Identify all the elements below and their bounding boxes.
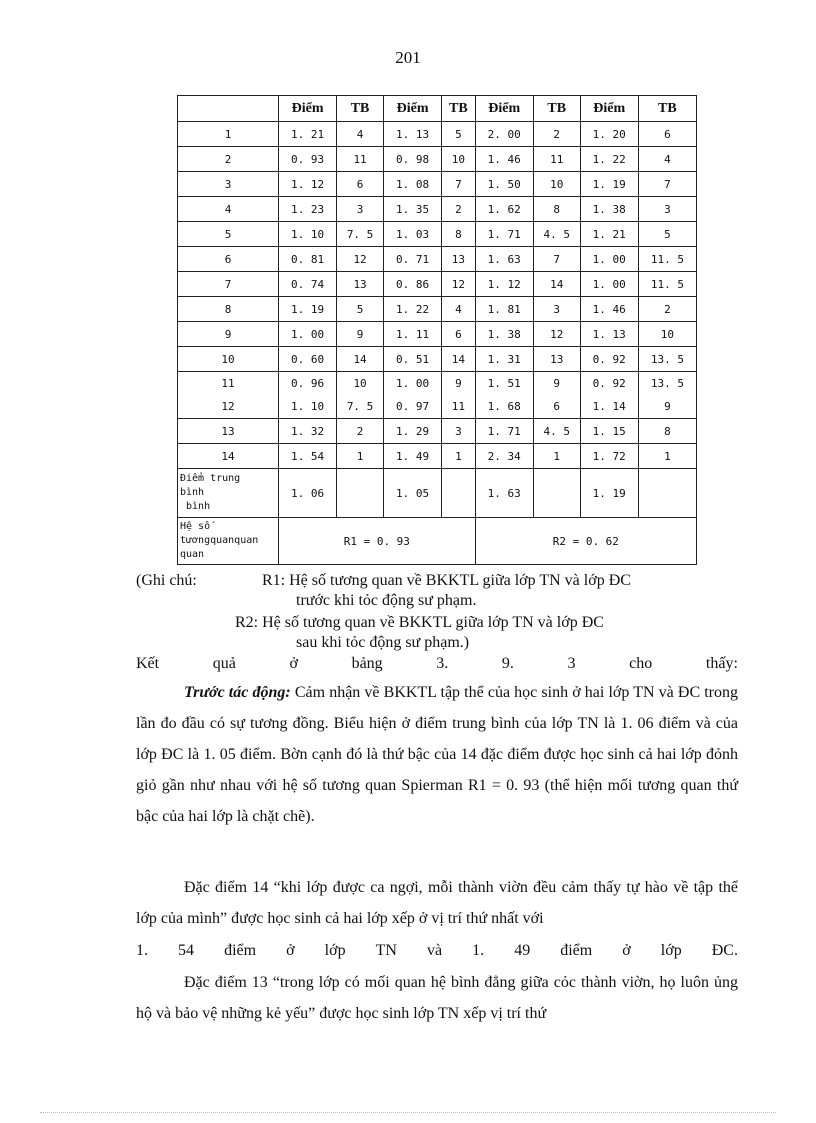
table-cell: 1. 19 bbox=[580, 172, 638, 197]
table-cell: 0. 97 bbox=[383, 395, 441, 419]
table-header: TB bbox=[442, 96, 476, 122]
average-label-line: Điểm trung bbox=[180, 473, 241, 484]
table-header: Điểm bbox=[383, 96, 441, 122]
table-cell: 7 bbox=[442, 172, 476, 197]
table-header: Điểm bbox=[580, 96, 638, 122]
average-cell bbox=[533, 469, 580, 518]
table-cell: 3 bbox=[442, 419, 476, 444]
table-cell: 1 bbox=[533, 444, 580, 469]
table-cell: 2 bbox=[638, 297, 696, 322]
table-header: TB bbox=[337, 96, 384, 122]
table-cell: 13. 5 bbox=[638, 347, 696, 372]
table-cell: 1. 29 bbox=[383, 419, 441, 444]
table-cell: 1. 31 bbox=[475, 347, 533, 372]
table-cell: 1 bbox=[337, 444, 384, 469]
coefficient-label bbox=[178, 518, 279, 565]
word: 49 bbox=[514, 942, 531, 959]
table-cell: 12 bbox=[442, 272, 476, 297]
table-cell: 2 bbox=[442, 197, 476, 222]
word: ở bbox=[622, 942, 631, 959]
table-cell: 6 bbox=[533, 395, 580, 419]
table-cell: 1. 71 bbox=[475, 222, 533, 247]
row-index-cell: 2 bbox=[178, 147, 279, 172]
table-cell: 5 bbox=[442, 122, 476, 147]
table-row bbox=[178, 297, 697, 322]
average-label-line: bình bbox=[180, 487, 205, 498]
paragraph-text: Đặc điểm 13 “trong lớp có mối quan hệ bình đẳng giữa cỏc thành viờn, họ luôn ủng hộ và bảo vệ những kẻ yếu” được học sinh lớp TN xếp vị trí thứ bbox=[136, 974, 738, 1022]
table-cell: 2. 34 bbox=[475, 444, 533, 469]
word: 1. bbox=[472, 942, 485, 959]
average-row bbox=[178, 469, 697, 518]
paragraph-feature-14-last-line bbox=[136, 942, 738, 960]
paragraph-feature-13 bbox=[136, 967, 738, 1029]
note-label: (Ghi chú: bbox=[136, 572, 197, 589]
table-cell: 11 bbox=[337, 147, 384, 172]
paragraph-text: Cảm nhận về BKKTL tập thể của học sinh ở hai lớp TN và ĐC trong lần đo đầu có sự tương đồng. Biểu hiện ở điểm trung bình của lớp TN là 1. 06 điểm và của lớp ĐC là 1. 05 điểm. Bờn cạnh đó là thứ bậc của 14 đặc điểm được học sinh cả hai lớp đỏnh giỏ gần như nhau với hệ số tương quan Spierman R1 = 0. 93 (thể hiện mối tương quan thứ bậc của hai lớp là chặt chẽ). bbox=[136, 684, 739, 825]
table-header: TB bbox=[533, 96, 580, 122]
table-cell: 1. 19 bbox=[279, 297, 337, 322]
note-r1-line1: R1: Hệ số tương quan về BKKTL giữa lớp TN và lớp ĐC bbox=[262, 572, 631, 589]
table-cell: 1. 10 bbox=[279, 222, 337, 247]
table-cell: 10 bbox=[638, 322, 696, 347]
row-index-cell: 9 bbox=[178, 322, 279, 347]
table-cell: 13. 5 bbox=[638, 372, 696, 396]
table-cell: 11 bbox=[442, 395, 476, 419]
coefficient-label-line: Hệ số bbox=[180, 521, 211, 532]
row-index-cell: 10 bbox=[178, 347, 279, 372]
table-row bbox=[178, 347, 697, 372]
table-cell: 1. 00 bbox=[580, 247, 638, 272]
table-cell: 1 bbox=[442, 444, 476, 469]
table-cell: 3 bbox=[337, 197, 384, 222]
table-row bbox=[178, 322, 697, 347]
average-label bbox=[178, 469, 279, 518]
note-r1-line2: trước khi tỏc động sư phạm. bbox=[296, 592, 477, 609]
table-cell: 1. 46 bbox=[580, 297, 638, 322]
table-cell: 6 bbox=[337, 172, 384, 197]
word: 9. bbox=[501, 655, 514, 672]
row-index-cell: 12 bbox=[178, 395, 279, 419]
table-header: Điểm bbox=[475, 96, 533, 122]
table-cell: 4 bbox=[337, 122, 384, 147]
coefficient-label-line: quan bbox=[180, 549, 205, 560]
table-cell: 8 bbox=[442, 222, 476, 247]
table-cell: 13 bbox=[442, 247, 476, 272]
word: quả bbox=[212, 655, 236, 672]
table-cell: 1. 00 bbox=[580, 272, 638, 297]
table-cell: 6 bbox=[638, 122, 696, 147]
table-row bbox=[178, 222, 697, 247]
word: 1. bbox=[136, 942, 148, 959]
table-cell: 9 bbox=[337, 322, 384, 347]
footer-divider bbox=[40, 1112, 776, 1113]
table-cell: 4. 5 bbox=[533, 419, 580, 444]
table-cell: 1. 22 bbox=[383, 297, 441, 322]
average-cell: 1. 63 bbox=[475, 469, 533, 518]
table-cell: 2 bbox=[337, 419, 384, 444]
table-cell: 0. 71 bbox=[383, 247, 441, 272]
table-cell: 0. 74 bbox=[279, 272, 337, 297]
table-cell: 6 bbox=[442, 322, 476, 347]
table-cell: 1. 08 bbox=[383, 172, 441, 197]
table-cell: 1. 21 bbox=[580, 222, 638, 247]
note-r2-line1: R2: Hệ số tương quan về BKKTL giữa lớp TN và lớp ĐC bbox=[235, 614, 604, 631]
word: ở bbox=[289, 655, 298, 672]
table-cell: 1. 20 bbox=[580, 122, 638, 147]
row-index-cell: 13 bbox=[178, 419, 279, 444]
word: điểm bbox=[224, 942, 257, 959]
table-cell: 7 bbox=[533, 247, 580, 272]
table-cell: 1. 35 bbox=[383, 197, 441, 222]
table-cell: 1. 50 bbox=[475, 172, 533, 197]
table-cell: 1. 22 bbox=[580, 147, 638, 172]
table-cell: 7. 5 bbox=[337, 222, 384, 247]
row-index-cell: 7 bbox=[178, 272, 279, 297]
table-cell: 0. 51 bbox=[383, 347, 441, 372]
table-cell: 10 bbox=[337, 372, 384, 396]
table-cell: 11. 5 bbox=[638, 247, 696, 272]
table-cell: 10 bbox=[442, 147, 476, 172]
table-cell: 13 bbox=[533, 347, 580, 372]
row-index-cell: 6 bbox=[178, 247, 279, 272]
average-cell bbox=[442, 469, 476, 518]
table-cell: 14 bbox=[533, 272, 580, 297]
word: 3. bbox=[436, 655, 449, 672]
table-cell: 1. 71 bbox=[475, 419, 533, 444]
table-cell: 1. 81 bbox=[475, 297, 533, 322]
table-row bbox=[178, 247, 697, 272]
paragraph-text: Đặc điểm 14 “khi lớp được ca ngợi, mỗi thành viờn đều cảm thấy tự hào về tập thể lớp của mình” được học sinh cả hai lớp xếp ở vị trí thứ nhất với bbox=[136, 879, 738, 927]
table-cell: 0. 92 bbox=[580, 347, 638, 372]
table-cell: 7 bbox=[638, 172, 696, 197]
table-cell: 1. 72 bbox=[580, 444, 638, 469]
coefficient-row bbox=[178, 518, 697, 565]
average-cell bbox=[638, 469, 696, 518]
table-cell: 12 bbox=[337, 247, 384, 272]
table-cell: 14 bbox=[337, 347, 384, 372]
table-cell: 11 bbox=[533, 147, 580, 172]
note-r2-line2: sau khi tỏc động sư phạm.) bbox=[296, 634, 470, 651]
table-row bbox=[178, 395, 697, 419]
table-row bbox=[178, 372, 697, 396]
table-cell: 5 bbox=[337, 297, 384, 322]
word: lớp bbox=[324, 942, 346, 959]
table-cell: 1. 14 bbox=[580, 395, 638, 419]
table-cell: 2. 00 bbox=[475, 122, 533, 147]
table-cell: 1. 23 bbox=[279, 197, 337, 222]
table-cell: 2 bbox=[533, 122, 580, 147]
table-cell: 14 bbox=[442, 347, 476, 372]
table-cell: 1 bbox=[638, 444, 696, 469]
table-cell: 1. 68 bbox=[475, 395, 533, 419]
average-cell bbox=[337, 469, 384, 518]
word: Kết bbox=[136, 655, 160, 672]
average-cell: 1. 06 bbox=[279, 469, 337, 518]
row-index-cell: 4 bbox=[178, 197, 279, 222]
row-index-cell: 1 bbox=[178, 122, 279, 147]
table-cell: 1. 38 bbox=[475, 322, 533, 347]
row-index-cell: 11 bbox=[178, 372, 279, 396]
table-cell: 1. 54 bbox=[279, 444, 337, 469]
table-cell: 3 bbox=[638, 197, 696, 222]
row-index-cell: 5 bbox=[178, 222, 279, 247]
table-cell: 0. 93 bbox=[279, 147, 337, 172]
table-row bbox=[178, 197, 697, 222]
table-header bbox=[178, 96, 279, 122]
table-cell: 1. 21 bbox=[279, 122, 337, 147]
table-row bbox=[178, 122, 697, 147]
word: bảng bbox=[351, 655, 383, 672]
table-cell: 8 bbox=[533, 197, 580, 222]
table-cell: 0. 81 bbox=[279, 247, 337, 272]
table-cell: 10 bbox=[533, 172, 580, 197]
word: 54 bbox=[178, 942, 195, 959]
table-cell: 12 bbox=[533, 322, 580, 347]
table-cell: 4. 5 bbox=[533, 222, 580, 247]
table-cell: 13 bbox=[337, 272, 384, 297]
page-number: 201 bbox=[395, 48, 421, 67]
table-cell: 5 bbox=[638, 222, 696, 247]
table-cell: 0. 86 bbox=[383, 272, 441, 297]
word: TN bbox=[375, 942, 397, 959]
table-row bbox=[178, 419, 697, 444]
table-cell: 1. 63 bbox=[475, 247, 533, 272]
table-cell: 1. 51 bbox=[475, 372, 533, 396]
table-cell: 4 bbox=[638, 147, 696, 172]
average-cell: 1. 19 bbox=[580, 469, 638, 518]
table-header-row bbox=[178, 96, 697, 122]
table-cell: 1. 38 bbox=[580, 197, 638, 222]
r1-value: R1 = 0. 93 bbox=[279, 518, 476, 565]
before-intervention-heading: Trước tác động: bbox=[184, 684, 291, 701]
word: ĐC. bbox=[711, 942, 738, 959]
table-header: Điểm bbox=[279, 96, 337, 122]
table-cell: 1. 13 bbox=[383, 122, 441, 147]
table-cell: 1. 11 bbox=[383, 322, 441, 347]
table-cell: 9 bbox=[638, 395, 696, 419]
paragraph-feature-14 bbox=[136, 872, 738, 934]
table-cell: 1. 12 bbox=[279, 172, 337, 197]
row-index-cell: 8 bbox=[178, 297, 279, 322]
table-cell: 9 bbox=[442, 372, 476, 396]
word: ở bbox=[286, 942, 295, 959]
ranking-table bbox=[177, 95, 697, 565]
table-cell: 0. 98 bbox=[383, 147, 441, 172]
coefficient-label-line: tươngquanquan bbox=[180, 535, 259, 546]
table-cell: 4 bbox=[442, 297, 476, 322]
average-cell: 1. 05 bbox=[383, 469, 441, 518]
table-cell: 1. 03 bbox=[383, 222, 441, 247]
table-cell: 11. 5 bbox=[638, 272, 696, 297]
table-cell: 1. 32 bbox=[279, 419, 337, 444]
average-label-line: bình bbox=[180, 501, 211, 512]
table-cell: 1. 13 bbox=[580, 322, 638, 347]
table-cell: 1. 00 bbox=[279, 322, 337, 347]
table-cell: 8 bbox=[638, 419, 696, 444]
word: 3 bbox=[567, 655, 576, 672]
word: điểm bbox=[560, 942, 593, 959]
word: thấy: bbox=[705, 655, 738, 672]
table-cell: 1. 15 bbox=[580, 419, 638, 444]
table-cell: 7. 5 bbox=[337, 395, 384, 419]
table-cell: 1. 49 bbox=[383, 444, 441, 469]
table-row bbox=[178, 147, 697, 172]
table-cell: 9 bbox=[533, 372, 580, 396]
result-line bbox=[136, 655, 738, 673]
table-header: TB bbox=[638, 96, 696, 122]
paragraph-before-intervention bbox=[136, 677, 738, 832]
table-cell: 0. 96 bbox=[279, 372, 337, 396]
table-row bbox=[178, 172, 697, 197]
table-cell: 1. 10 bbox=[279, 395, 337, 419]
word: cho bbox=[629, 655, 653, 672]
table-row bbox=[178, 444, 697, 469]
table-cell: 0. 92 bbox=[580, 372, 638, 396]
word: và bbox=[426, 942, 443, 959]
table-cell: 1. 00 bbox=[383, 372, 441, 396]
r2-value: R2 = 0. 62 bbox=[475, 518, 696, 565]
table-cell: 1. 46 bbox=[475, 147, 533, 172]
table-cell: 0. 60 bbox=[279, 347, 337, 372]
table-row bbox=[178, 272, 697, 297]
row-index-cell: 3 bbox=[178, 172, 279, 197]
table-cell: 1. 12 bbox=[475, 272, 533, 297]
table-cell: 3 bbox=[533, 297, 580, 322]
table-cell: 1. 62 bbox=[475, 197, 533, 222]
word: lớp bbox=[660, 942, 682, 959]
row-index-cell: 14 bbox=[178, 444, 279, 469]
